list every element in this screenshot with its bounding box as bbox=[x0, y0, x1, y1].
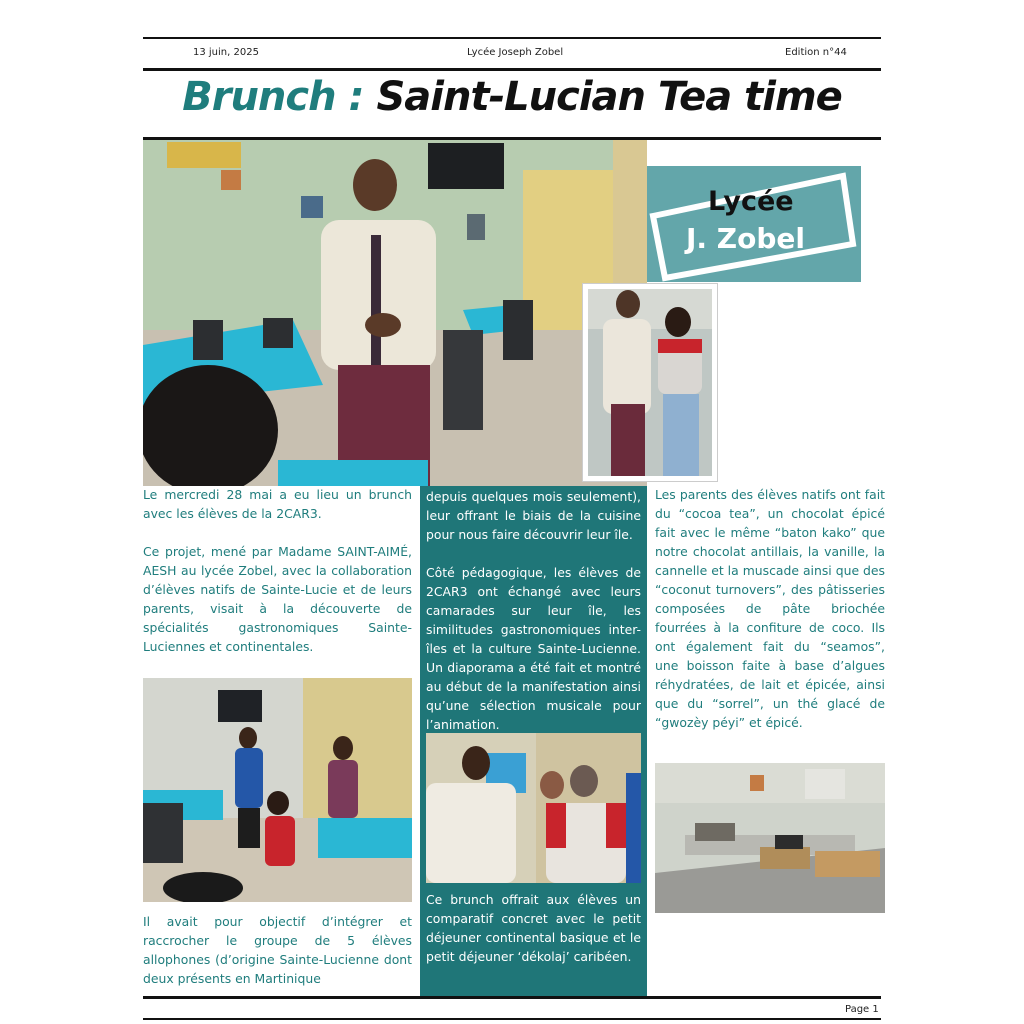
inset-photo bbox=[582, 283, 718, 482]
title-main: Saint-Lucian Tea time bbox=[376, 74, 842, 120]
col1-paragraph-3: Il avait pour objectif d’intégrer et raccrocher le groupe de 5 élèves allophones (d’origine Sainte-Lucienne dont deux présents en Martinique bbox=[143, 914, 412, 986]
footer-top-rule bbox=[143, 996, 881, 999]
badge-line2: J. Zobel bbox=[686, 222, 805, 255]
footer-bottom-rule bbox=[143, 1018, 881, 1020]
col1-paragraph-1: Le mercredi 28 mai a eu lieu un brunch avec les élèves de la 2CAR3. bbox=[143, 487, 412, 521]
badge-line1: Lycée bbox=[708, 186, 794, 217]
col3-paragraph-1: Les parents des élèves natifs ont fait du “cocoa tea”, un chocolat épicé fait avec le même “baton kako” que notre chocolat antillais, la vanille, la cannelle et la muscade ainsi que des “coconut turnovers”, des pâtisseries composées de pâte briochée fourrées à la confiture de coco. Ils ont également fait du “seamos”, une boisson faite à base d’algues réhydratées, de lait et épicée, ainsi que du “sorrel”, un thé glacé de “gwozèy péyi” et épicé. bbox=[655, 487, 885, 730]
col3-photo bbox=[655, 763, 885, 913]
col1-photo bbox=[143, 678, 412, 902]
issue-date: 13 juin, 2025 bbox=[193, 47, 259, 58]
title-separator: : bbox=[335, 74, 377, 120]
col2-paragraph-2: Côté pédagogique, les élèves de 2CAR3 ont échangé avec leurs camarades sur leur île, les similitudes gastronomiques inter-îles et la culture Sainte-Lucienne. Un diaporama a été fait et montré au début de la manifestation ainsi qu’une sélection musicale pour l’animation. bbox=[426, 565, 641, 732]
title-brunch: Brunch bbox=[182, 74, 336, 120]
page-title bbox=[143, 74, 881, 120]
edition-number: Edition n°44 bbox=[785, 47, 847, 58]
col2-text-bottom bbox=[426, 890, 641, 966]
col2-paragraph-1: depuis quelques mois seulement), leur offrant le biais de la cuisine pour nous faire découvrir leur île. bbox=[426, 489, 641, 542]
col2-text-top bbox=[426, 487, 641, 734]
col2-paragraph-3: Ce brunch offrait aux élèves un comparatif concret avec le petit déjeuner continental basique et le petit déjeuner ‘dékolaj’ caribéen. bbox=[426, 892, 641, 964]
col1-text-bottom bbox=[143, 912, 412, 988]
main-photo bbox=[143, 140, 647, 486]
school-name: Lycée Joseph Zobel bbox=[467, 47, 564, 58]
header-bottom-rule bbox=[143, 68, 881, 71]
col2-photo bbox=[426, 733, 641, 883]
page-number: Page 1 bbox=[845, 1004, 879, 1015]
top-rule bbox=[143, 37, 881, 39]
col1-paragraph-2: Ce projet, mené par Madame SAINT-AIMÉ, AESH au lycée Zobel, avec la collaboration d’élèves natifs de Sainte-Lucie et de leurs parents, visait à la découverte de spécialités gastronomiques Sainte-Luciennes et continentales. bbox=[143, 544, 412, 654]
col3-text bbox=[655, 485, 885, 732]
col1-text-top bbox=[143, 485, 412, 656]
